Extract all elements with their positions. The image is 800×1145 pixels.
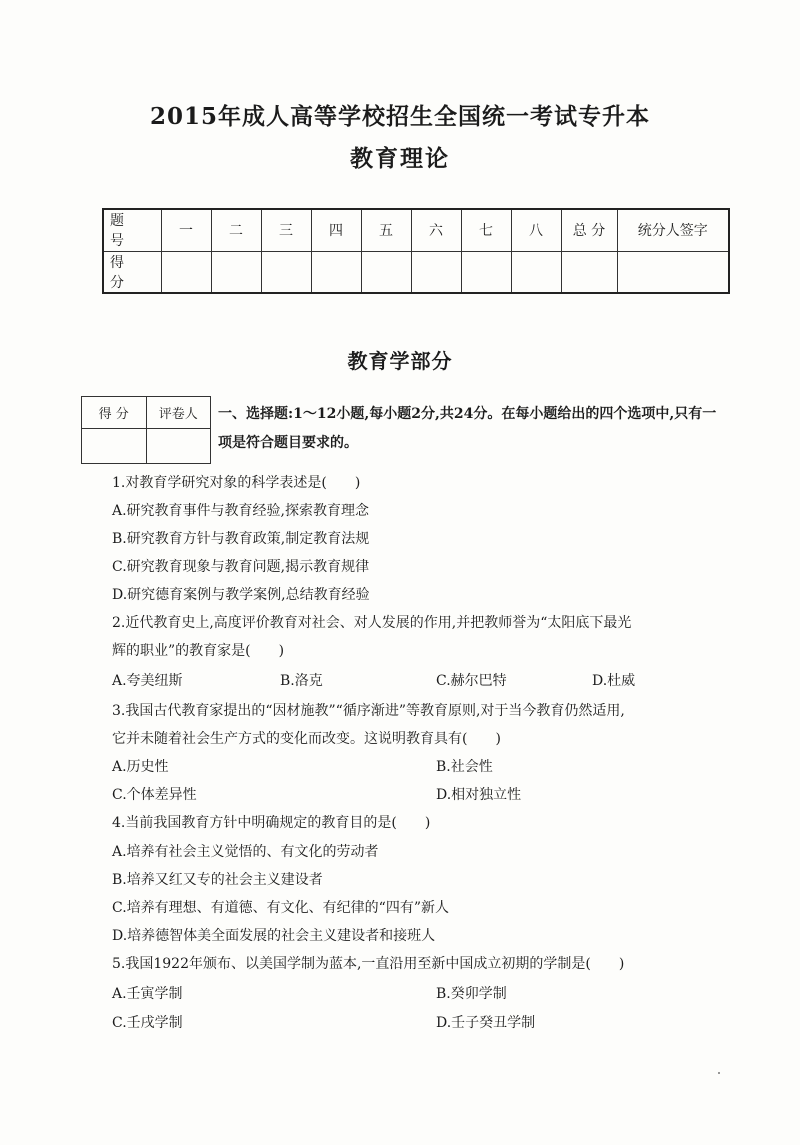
score-col-2: 二 — [211, 209, 261, 251]
score-col-5: 五 — [361, 209, 411, 251]
question-1-option-a: A.研究教育事件与教育经验,探索教育理念 — [112, 503, 370, 519]
exam-title: 2015年成人高等学校招生全国统一考试专升本 — [149, 103, 650, 130]
score-table — [102, 208, 730, 294]
score-cell — [211, 251, 261, 293]
score-cell — [361, 251, 411, 293]
grader-score-cell — [82, 429, 147, 464]
section-title: 教育学部分 — [347, 349, 453, 373]
grader-score-label: 得 分 — [82, 397, 147, 429]
question-4-stem: 4.当前我国教育方针中明确规定的教育目的是( ) — [112, 815, 431, 831]
scan-speck — [718, 1072, 720, 1074]
question-2-stem-line2: 辉的职业”的教育家是( ) — [112, 643, 285, 659]
question-5-option-b: B.癸卯学制 — [436, 986, 507, 1002]
score-col-7: 七 — [461, 209, 511, 251]
score-cell — [311, 251, 361, 293]
score-col-3: 三 — [261, 209, 311, 251]
question-4-option-c: C.培养有理想、有道德、有文化、有纪律的“四有”新人 — [112, 900, 449, 916]
score-col-1: 一 — [161, 209, 211, 251]
question-3-stem-line1: 3.我国古代教育家提出的“因材施教”“循序渐进”等教育原则,对于当今教育仍然适用, — [112, 703, 625, 719]
question-2-option-b: B.洛克 — [280, 673, 323, 689]
score-col-6: 六 — [411, 209, 461, 251]
question-4-option-b: B.培养又红又专的社会主义建设者 — [112, 872, 323, 888]
score-cell — [561, 251, 617, 293]
question-3-option-b: B.社会性 — [436, 759, 493, 775]
grader-reviewer-label: 评卷人 — [146, 397, 211, 429]
score-cell — [411, 251, 461, 293]
question-2-option-c: C.赫尔巴特 — [436, 673, 507, 689]
question-4-option-d: D.培养德智体美全面发展的社会主义建设者和接班人 — [112, 928, 436, 944]
score-cell — [461, 251, 511, 293]
score-cell — [617, 251, 729, 293]
question-1-option-d: D.研究德育案例与教学案例,总结教育经验 — [112, 587, 370, 603]
question-2-option-a: A.夸美纽斯 — [112, 673, 183, 689]
score-cell — [511, 251, 561, 293]
question-5-option-c: C.壬戌学制 — [112, 1015, 183, 1031]
question-1-option-c: C.研究教育现象与教育问题,揭示教育规律 — [112, 559, 370, 575]
question-4-option-a: A.培养有社会主义觉悟的、有文化的劳动者 — [112, 844, 379, 860]
score-col-total: 总 分 — [561, 209, 617, 251]
question-5-stem: 5.我国1922年颁布、以美国学制为蓝本,一直沿用至新中国成立初期的学制是( ) — [112, 956, 625, 972]
question-1-stem: 1.对教育学研究对象的科学表述是( ) — [112, 475, 361, 491]
question-1-option-b: B.研究教育方针与教育政策,制定教育法规 — [112, 531, 370, 547]
score-col-signer: 统分人签字 — [617, 209, 729, 251]
score-row-label-number: 题号 — [103, 209, 161, 251]
grader-reviewer-cell — [146, 429, 211, 464]
score-cell — [161, 251, 211, 293]
score-col-4: 四 — [311, 209, 361, 251]
question-3-stem-line2: 它并未随着社会生产方式的变化而改变。这说明教育具有( ) — [112, 731, 501, 747]
question-3-option-d: D.相对独立性 — [436, 787, 522, 803]
question-2-stem-line1: 2.近代教育史上,高度评价教育对社会、对人发展的作用,并把教师誉为“太阳底下最光 — [112, 615, 632, 631]
question-3-option-a: A.历史性 — [112, 759, 169, 775]
grader-box — [81, 396, 211, 464]
question-5-option-d: D.壬子癸丑学制 — [436, 1015, 536, 1031]
question-5-option-a: A.壬寅学制 — [112, 986, 183, 1002]
question-3-option-c: C.个体差异性 — [112, 787, 197, 803]
section-instruction: 一、选择题:1～12小题,每小题2分,共24分。在每小题给出的四个选项中,只有一项是符合题目要求的。 — [218, 406, 717, 451]
score-row-label-score: 得分 — [103, 251, 161, 293]
score-col-8: 八 — [511, 209, 561, 251]
score-cell — [261, 251, 311, 293]
exam-subject: 教育理论 — [350, 145, 450, 172]
question-2-option-d: D.杜威 — [592, 673, 636, 689]
